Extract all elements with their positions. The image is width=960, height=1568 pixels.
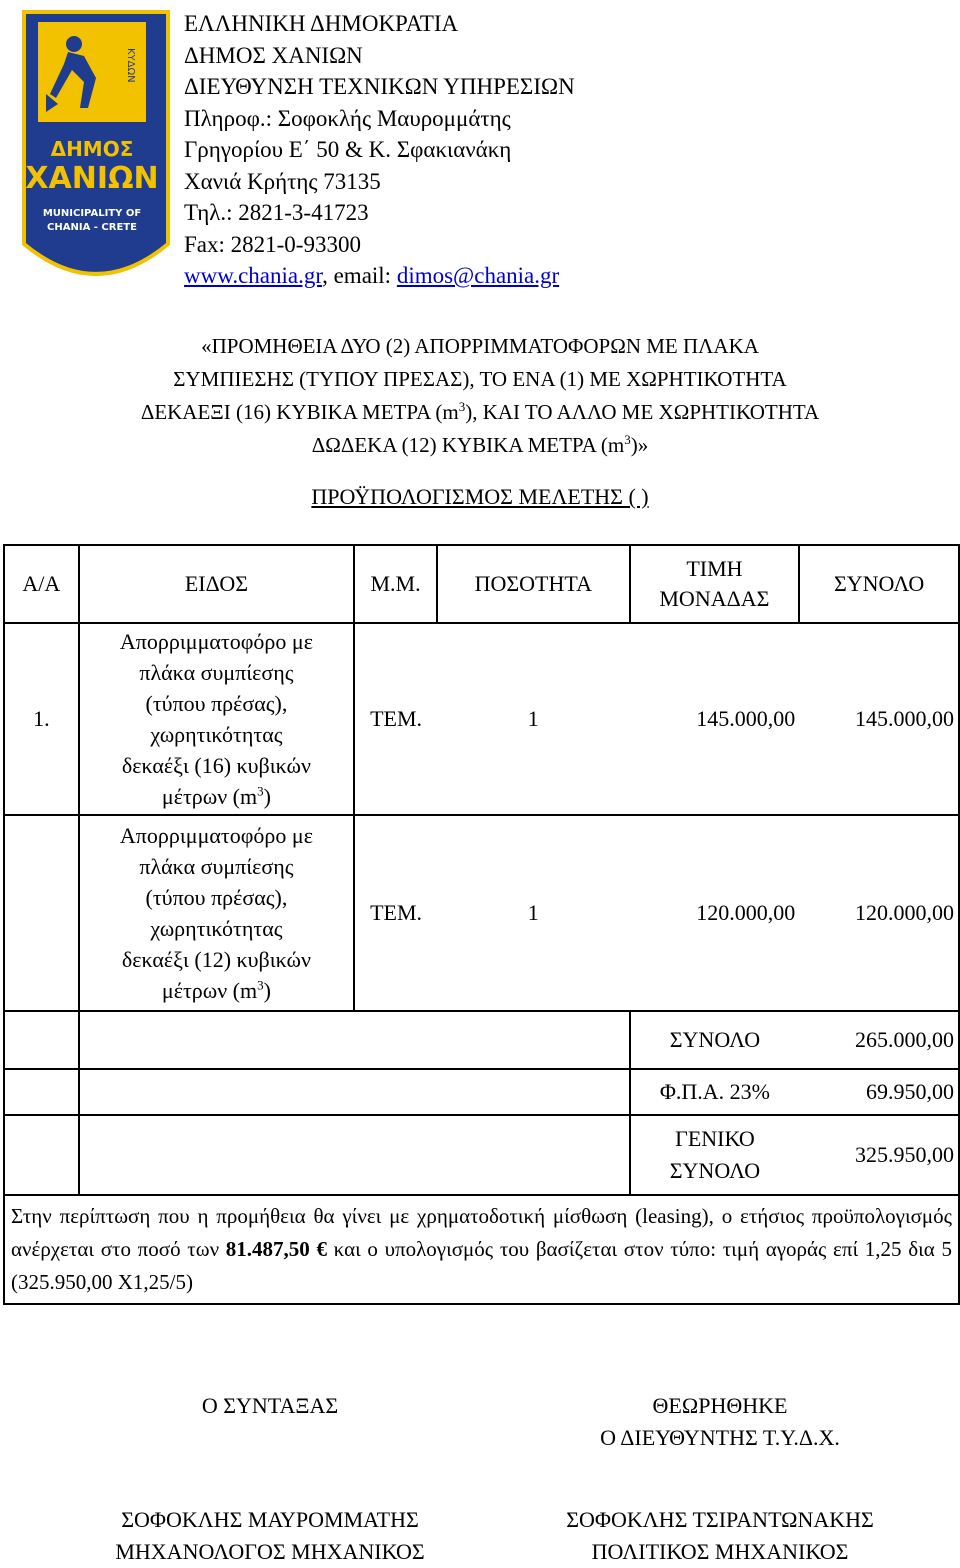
author-name: ΣΟΦΟΚΛΗΣ ΜΑΥΡΟΜΜΑΤΗΣ <box>121 1507 419 1532</box>
author-block <box>90 1390 450 1568</box>
leasing-note-row <box>4 1195 959 1304</box>
table-header-row <box>4 545 959 623</box>
author-role: ΜΗΧΑΝΟΛΟΓΟΣ ΜΗΧΑΝΙΚΟΣ <box>115 1539 425 1564</box>
header-line: Τηλ.: 2821-3-41723 <box>184 200 369 225</box>
svg-text:ΧΑΝΙΩΝ: ΧΑΝΙΩΝ <box>25 161 159 196</box>
header-line: Πληροφ.: Σοφοκλής Μαυρομμάτης <box>184 105 511 131</box>
row-total: 145.000,00 <box>799 623 959 815</box>
title-line: ΔΩΔΕΚΑ (12) ΚΥΒΙΚΑ ΜΕΤΡΑ $(m^3)$» <box>311 432 649 457</box>
director-block <box>520 1390 920 1568</box>
fpa-label: Φ.Π.Α. 23% <box>630 1069 800 1115</box>
row-eidos: Απορριμματοφόρο με πλάκα συμπίεσης (τύπου πρέσας), χωρητικότητας δεκαέξι (16) κυβικών μέτρων $(m^3)$ <box>79 623 354 815</box>
table-row <box>4 815 959 1011</box>
letterhead <box>184 8 575 292</box>
table-row <box>4 623 959 815</box>
row-price: 120.000,00 <box>630 815 800 1011</box>
author-title: Ο ΣΥΝΤΑΞΑΣ <box>201 1393 339 1418</box>
document-title <box>0 330 960 462</box>
header-line: Χανιά Κρήτης 73135 <box>184 168 381 194</box>
summary-row-geniko <box>4 1115 959 1195</box>
row-mm: ΤΕΜ. <box>354 815 437 1011</box>
geniko-value: 325.950,00 <box>799 1115 959 1195</box>
row-qty: 1 <box>437 623 630 815</box>
contact-line <box>184 260 575 292</box>
summary-row-fpa <box>4 1069 959 1115</box>
row-total: 120.000,00 <box>799 815 959 1011</box>
row-mm: ΤΕΜ. <box>354 623 437 815</box>
header-line: ΔΗΜΟΣ ΧΑΝΙΩΝ <box>184 42 363 68</box>
municipality-logo <box>16 8 176 298</box>
row-price: 145.000,00 <box>630 623 800 815</box>
budget-subtitle: ΠΡΟΫΠΟΛΟΓΙΣΜΟΣ ΜΕΛΕΤΗΣ ( ) <box>311 484 649 509</box>
row-aa: 1. <box>4 623 79 815</box>
header-posotita: ΠΟΣΟΤΗΤΑ <box>437 545 630 623</box>
header-timi: ΤΙΜΗ ΜΟΝΑΔΑΣ <box>630 545 800 623</box>
svg-text:ΔΗΜΟΣ: ΔΗΜΟΣ <box>50 137 134 161</box>
row-qty: 1 <box>437 815 630 1011</box>
header-line: ΔΙΕΥΘΥΝΣΗ ΤΕΧΝΙΚΩΝ ΥΠΗΡΕΣΙΩΝ <box>184 74 575 99</box>
header-line: ΕΛΛΗΝΙΚΗ ΔΗΜΟΚΡΑΤΙΑ <box>184 11 459 36</box>
director-role-title: Ο ΔΙΕΥΘΥΝΤΗΣ Τ.Υ.Δ.Χ. <box>600 1425 840 1450</box>
summary-row-synolo <box>4 1011 959 1069</box>
header-mm: Μ.Μ. <box>354 545 437 623</box>
synolo-label: ΣΥΝΟΛΟ <box>630 1011 800 1069</box>
title-line: ΔΕΚΑΕΞΙ (16) ΚΥΒΙΚΑ ΜΕΤΡΑ $(m^3)$, ΚΑΙ ΤΟ ΑΛΛΟ ΜΕ ΧΩΡΗΤΙΚΟΤΗΤΑ <box>140 399 820 424</box>
header-line: Γρηγορίου Ε΄ 50 & Κ. Σφακιανάκη <box>184 137 512 162</box>
director-title: ΘΕΩΡΗΘΗΚΕ <box>652 1393 788 1418</box>
budget-table <box>3 544 960 1305</box>
email-label: , email: <box>322 263 392 288</box>
svg-text:ΚΥΔΩΝ: ΚΥΔΩΝ <box>125 48 136 83</box>
header-line: Fax: 2821-0-93300 <box>184 231 361 257</box>
title-line: ΣΥΜΠΙΕΣΗΣ (ΤΥΠΟΥ ΠΡΕΣΑΣ), ΤΟ ΕΝΑ (1) ΜΕ ΧΩΡΗΤΙΚΟΤΗΤΑ <box>173 367 787 391</box>
fpa-value: 69.950,00 <box>799 1069 959 1115</box>
header-synolo: ΣΥΝΟΛΟ <box>799 545 959 623</box>
email-link[interactable]: dimos@chania.gr <box>396 263 560 288</box>
director-name: ΣΟΦΟΚΛΗΣ ΤΣΙΡΑΝΤΩΝΑΚΗΣ <box>566 1507 874 1532</box>
row-eidos: Απορριμματοφόρο με πλάκα συμπίεσης (τύπου πρέσας), χωρητικότητας δεκαέξι (12) κυβικών μέτρων $(m^3)$ <box>79 815 354 1011</box>
chania-crest-icon <box>16 8 176 298</box>
website-link[interactable]: www.chania.gr <box>184 263 323 288</box>
title-line: «ΠΡΟΜΗΘΕΙΑ ΔΥΟ (2) ΑΠΟΡΡΙΜΜΑΤΟΦΟΡΩΝ ΜΕ ΠΛΑΚΑ <box>201 334 759 358</box>
svg-text:MUNICIPALITY OF: MUNICIPALITY OF <box>42 208 142 219</box>
director-role: ΠΟΛΙΤΙΚΟΣ ΜΗΧΑΝΙΚΟΣ <box>591 1539 849 1564</box>
row-aa <box>4 815 79 1011</box>
svg-text:CHANIA - CRETE: CHANIA - CRETE <box>47 222 137 233</box>
geniko-label: ΓΕΝΙΚΟ ΣΥΝΟΛΟ <box>630 1115 800 1195</box>
leasing-note: Στην περίπτωση που η προμήθεια θα γίνει με χρηματοδοτική μίσθωση (leasing), ο ετήσιος προϋπολογισμός ανέρχεται στο ποσό των 81.487,50 € και ο υπολογισμός του βασίζεται στον τύπο: τιμή αγοράς επί 1,25 δια 5 (325.950,00 Χ1,25/5) <box>4 1195 959 1304</box>
header-eidos: ΕΙΔΟΣ <box>79 545 354 623</box>
synolo-value: 265.000,00 <box>799 1011 959 1069</box>
header-aa: Α/Α <box>4 545 79 623</box>
